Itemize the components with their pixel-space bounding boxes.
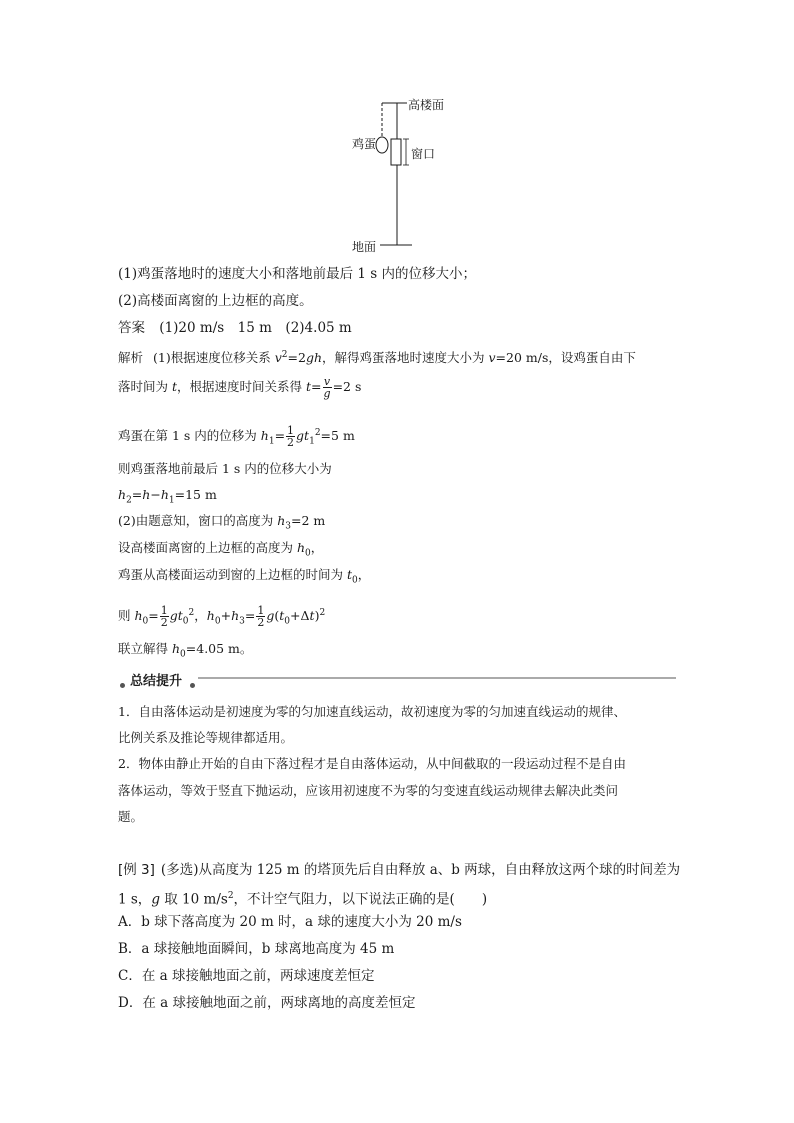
text: 则 <box>118 608 135 624</box>
text: h <box>118 487 127 502</box>
answer-label: 答案 <box>118 320 145 336</box>
text: 2 <box>188 608 195 618</box>
text: 2 <box>281 350 288 360</box>
free-fall-diagram <box>340 95 480 255</box>
text: g <box>151 891 160 908</box>
solution-line-9 <box>118 604 325 631</box>
text: 2 <box>319 608 326 618</box>
text: =5 m <box>320 428 355 444</box>
option-b: B．a 球接触地面瞬间，b 球离地高度为 45 m <box>118 941 395 957</box>
summary-p1-line-1: 1．自由落体运动是初速度为零的匀加速直线运动，故初速度为零的匀加速直线运动的规律、 <box>118 704 626 719</box>
solution-line-3 <box>118 424 355 451</box>
text: (2)由题意知，窗口的高度为 <box>118 513 278 528</box>
text: 1 <box>309 436 315 447</box>
bullet-dot <box>190 675 195 694</box>
text: = <box>311 379 322 394</box>
option-c: C．在 a 球接触地面之前，两球速度差恒定 <box>118 968 375 984</box>
text: t <box>306 379 312 394</box>
summary-p2-line-3: 题。 <box>118 809 144 824</box>
text: t <box>171 379 178 394</box>
text: 1 <box>257 604 265 618</box>
label-window: 窗口 <box>411 147 436 161</box>
text: 2 <box>126 495 132 506</box>
solution-line-6 <box>118 512 325 536</box>
text: g <box>266 608 275 624</box>
text: t <box>279 608 285 624</box>
summary-header <box>118 670 676 689</box>
text: 1 <box>160 604 168 618</box>
label-ground: 地面 <box>352 240 377 254</box>
text: − <box>150 487 161 502</box>
fraction-one-half-second <box>256 605 265 628</box>
text: =15 m <box>174 487 217 502</box>
summary-divider-line <box>198 677 676 680</box>
text: 2 <box>257 616 265 630</box>
fraction-one-half <box>286 425 295 448</box>
solution-line-2 <box>118 376 361 399</box>
text: 0 <box>352 575 358 586</box>
text: ( <box>274 608 280 624</box>
summary-title: 总结提升 <box>130 674 183 689</box>
text: 鸡蛋从高楼面运动到窗的上边框的时间为 <box>118 567 347 582</box>
text: h <box>134 608 143 624</box>
text: + <box>220 608 232 624</box>
example-3-line-1 <box>118 861 680 879</box>
question-1: (1)鸡蛋落地时的速度大小和落地前最后 1 s 内的位移大小； <box>118 266 477 282</box>
answer-line <box>118 319 352 337</box>
text: gh <box>305 350 322 366</box>
text: gt <box>169 608 183 624</box>
solution-line-1 <box>118 346 636 367</box>
text: t <box>346 567 353 582</box>
text: ， <box>357 567 371 582</box>
text: h <box>171 641 181 656</box>
text: t <box>309 608 315 624</box>
text: h <box>277 513 286 528</box>
text: =4.05 m。 <box>185 641 253 656</box>
diagram-drawing <box>340 95 480 255</box>
text: v <box>323 375 331 388</box>
text: h <box>206 608 215 624</box>
text: 1 <box>268 436 275 447</box>
text: =2 <box>287 350 306 366</box>
text: 1 <box>287 424 295 438</box>
text: ， <box>310 540 324 555</box>
text: ，不计空气阻力，以下说法正确的是( ) <box>233 891 488 908</box>
text: = <box>274 428 286 444</box>
text: h <box>231 608 240 624</box>
text: 2 <box>287 436 295 450</box>
text: 0 <box>284 616 291 627</box>
fraction-v-over-g <box>323 376 332 399</box>
text: = <box>244 608 256 624</box>
text: 1 s， <box>118 891 152 908</box>
solution-line-5 <box>118 486 217 510</box>
text: 2 <box>314 428 321 438</box>
text: ，根据速度时间关系得 <box>177 379 306 394</box>
text: ， <box>194 608 207 624</box>
text: 0 <box>142 616 149 627</box>
text: 3 <box>239 616 245 627</box>
text: 2 <box>160 616 168 630</box>
summary-p2-line-1: 2．物体由静止开始的自由下落过程才是自由落体运动，从中间截取的一段运动过程不是自由 <box>118 756 626 771</box>
text: 1 <box>168 495 175 506</box>
summary-p1-line-2: 比例关系及推论等规律都适用。 <box>118 730 294 745</box>
text: 0 <box>214 616 221 627</box>
text: v <box>274 350 282 366</box>
bullet-dot <box>120 675 125 694</box>
text: g <box>323 387 331 400</box>
text: 0 <box>305 548 311 559</box>
example-tag: [例 3] <box>118 862 155 878</box>
text: ) <box>314 608 320 624</box>
text: (多选)从高度为 125 m 的塔顶先后自由释放 a、b 两球，自由释放这两个球的时间差为 <box>160 862 681 878</box>
question-2: (2)高楼面离窗的上边框的高度。 <box>118 293 313 309</box>
solution-line-7 <box>118 539 323 563</box>
text: =2 m <box>290 513 326 528</box>
text: 落时间为 <box>118 379 172 394</box>
text: 取 10 m/s <box>159 891 228 908</box>
summary-p2-line-2: 落体运动，等效于竖直下抛运动，应该用初速度不为零的匀变速直线运动规律去解决此类问 <box>118 783 619 798</box>
label-top-of-building: 高楼面 <box>408 98 445 112</box>
option-a: A．b 球下落高度为 20 m 时，a 球的速度大小为 20 m/s <box>118 914 462 930</box>
solution-line-8 <box>118 566 370 590</box>
text: gt <box>296 428 310 444</box>
option-d: D．在 a 球接触地面之前，两球离地的高度差恒定 <box>118 995 416 1011</box>
solution-label: 解析 <box>118 350 144 366</box>
text: 联立解得 <box>118 641 172 656</box>
text: h <box>260 428 269 444</box>
fraction-one-half <box>160 605 169 628</box>
text: ，解得鸡蛋落地时速度大小为 <box>322 350 489 366</box>
example-3-line-2 <box>118 887 487 909</box>
text: (1)根据速度位移关系 <box>153 350 275 366</box>
text: 2 <box>227 891 234 901</box>
text: 设高楼面离窗的上边框的高度为 <box>118 540 297 555</box>
text: h <box>142 487 151 502</box>
text: 0 <box>180 649 186 660</box>
text: =2 s <box>332 379 362 394</box>
solution-line-4: 则鸡蛋落地前最后 1 s 内的位移大小为 <box>118 461 332 476</box>
text: v <box>488 350 496 366</box>
answer-content: (1)20 m/s 15 m (2)4.05 m <box>159 320 352 336</box>
text: 0 <box>182 616 189 627</box>
text: 3 <box>285 521 291 532</box>
text: 鸡蛋在第 1 s 内的位移为 <box>118 428 261 444</box>
text: +Δ <box>290 608 310 624</box>
text: h <box>296 540 306 555</box>
text: =20 m/s，设鸡蛋自由下 <box>495 350 636 366</box>
text: h <box>160 487 169 502</box>
text: = <box>148 608 159 624</box>
label-egg: 鸡蛋 <box>352 137 377 151</box>
text: = <box>131 487 143 502</box>
solution-line-10 <box>118 640 252 664</box>
